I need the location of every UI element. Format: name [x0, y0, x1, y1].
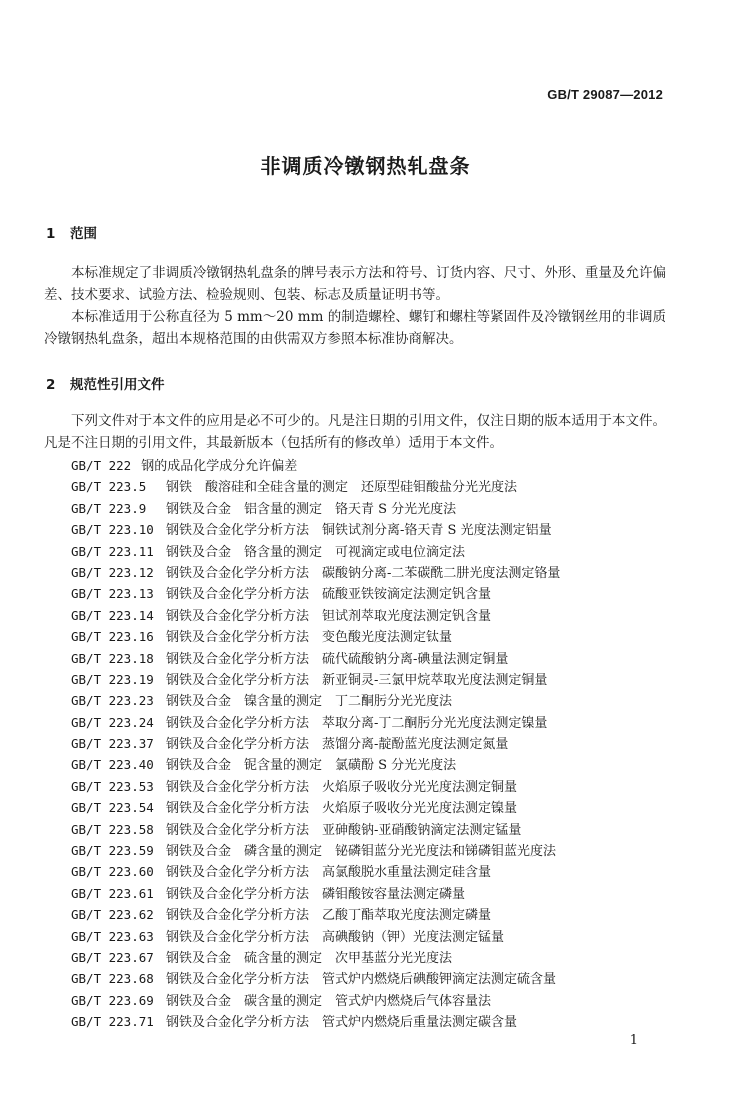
reference-title: 钢铁及合金 镍含量的测定 丁二酮肟分光光度法: [166, 694, 453, 710]
reference-code: GB/T 223.67: [71, 949, 154, 965]
reference-title: 钢铁及合金化学分析方法 亚砷酸钠-亚硝酸钠滴定法测定锰量: [166, 822, 522, 838]
reference-code: GB/T 223.16: [71, 629, 154, 645]
reference-code: GB/T 223.12: [71, 564, 154, 580]
section-2-heading: [46, 373, 165, 393]
reference-title: 钢铁及合金 铬含量的测定 可视滴定或电位滴定法: [166, 544, 466, 560]
paragraph-text: 下列文件对于本文件的应用是必不可少的。凡是注日期的引用文件，仅注日期的版本适用于本文件。凡是不注日期的引用文件，其最新版本（包括所有的修改单）适用于本文件。: [44, 413, 666, 451]
reference-code: GB/T 223.53: [71, 778, 154, 794]
reference-title: 钢铁及合金 铝含量的测定 铬天青 S 分光光度法: [166, 501, 457, 517]
reference-code: GB/T 223.58: [71, 821, 154, 837]
reference-code: GB/T 223.10: [71, 522, 154, 538]
reference-item: [71, 669, 560, 690]
reference-title: 钢铁及合金化学分析方法 高氯酸脱水重量法测定硅含量: [166, 865, 492, 881]
reference-item: [71, 476, 560, 497]
reference-item: [71, 583, 560, 604]
reference-title: 钢铁及合金化学分析方法 管式炉内燃烧后重量法测定碳含量: [166, 1015, 518, 1031]
reference-code: GB/T 223.18: [71, 650, 154, 666]
reference-title: 钢铁及合金化学分析方法 钽试剂萃取光度法测定钒含量: [166, 608, 492, 624]
reference-code: GB/T 223.68: [71, 971, 154, 987]
reference-code: GB/T 223.11: [71, 543, 154, 559]
reference-item: [71, 776, 560, 797]
reference-title: 钢的成品化学成分允许偏差: [141, 459, 298, 474]
section-number: 1: [46, 226, 56, 242]
reference-title: 钢铁及合金化学分析方法 磷钼酸铵容量法测定磷量: [166, 886, 466, 902]
reference-title: 钢铁及合金 硫含量的测定 次甲基蓝分光光度法: [166, 950, 453, 966]
reference-code: GB/T 222: [71, 458, 132, 473]
scope-paragraph-1: [44, 262, 666, 306]
reference-item: [71, 498, 560, 519]
section-title: 规范性引用文件: [70, 377, 165, 393]
normative-references-list: [71, 455, 560, 1033]
page-number: 1: [629, 1033, 638, 1048]
reference-title: 钢铁及合金化学分析方法 变色酸光度法测定钛量: [166, 630, 453, 646]
reference-title: 钢铁及合金化学分析方法 管式炉内燃烧后碘酸钾滴定法测定硫含量: [166, 972, 557, 988]
section-number: 2: [46, 377, 56, 393]
reference-title: 钢铁及合金化学分析方法 火焰原子吸收分光光度法测定镍量: [166, 801, 518, 817]
reference-title: 钢铁及合金化学分析方法 乙酸丁酯萃取光度法测定磷量: [166, 908, 492, 924]
reference-code: GB/T 223.37: [71, 736, 154, 752]
section-1-heading: [46, 222, 97, 242]
reference-item: [71, 733, 560, 754]
reference-title: 钢铁及合金 铌含量的测定 氯磺酚 S 分光光度法: [166, 758, 457, 774]
reference-code: GB/T 223.54: [71, 800, 154, 816]
reference-code: GB/T 223.61: [71, 885, 154, 901]
reference-item: [71, 455, 560, 476]
reference-code: GB/T 223.71: [71, 1014, 154, 1030]
reference-title: 钢铁及合金化学分析方法 高碘酸钠（钾）光度法测定锰量: [166, 929, 505, 945]
reference-title: 钢铁及合金化学分析方法 铜铁试剂分离-铬天青 S 光度法测定铝量: [166, 523, 552, 539]
reference-code: GB/T 223.63: [71, 928, 154, 944]
reference-item: [71, 968, 560, 989]
reference-title: 钢铁 酸溶硅和全硅含量的测定 还原型硅钼酸盐分光光度法: [166, 480, 518, 496]
reference-code: GB/T 223.62: [71, 907, 154, 923]
reference-item: [71, 861, 560, 882]
reference-item: [71, 541, 560, 562]
reference-code: GB/T 223.23: [71, 693, 154, 709]
reference-item: [71, 883, 560, 904]
reference-item: [71, 840, 560, 861]
reference-code: GB/T 223.69: [71, 992, 154, 1008]
reference-code: GB/T 223.40: [71, 757, 154, 773]
section-title: 范围: [70, 226, 97, 242]
reference-item: [71, 605, 560, 626]
reference-item: [71, 519, 560, 540]
reference-title: 钢铁及合金 碳含量的测定 管式炉内燃烧后气体容量法: [166, 993, 492, 1009]
reference-item: [71, 819, 560, 840]
paragraph-text: 本标准规定了非调质冷镦钢热轧盘条的牌号表示方法和符号、订货内容、尺寸、外形、重量及允许偏差、技术要求、试验方法、检验规则、包装、标志及质量证明书等。: [44, 265, 666, 303]
reference-item: [71, 990, 560, 1011]
reference-code: GB/T 223.5: [71, 479, 147, 495]
reference-item: [71, 754, 560, 775]
reference-item: [71, 797, 560, 818]
reference-item: [71, 626, 560, 647]
reference-item: [71, 712, 560, 733]
references-intro-paragraph: [44, 410, 666, 454]
reference-title: 钢铁及合金化学分析方法 萃取分离-丁二酮肟分光光度法测定镍量: [166, 715, 548, 731]
reference-item: [71, 947, 560, 968]
reference-title: 钢铁及合金化学分析方法 蒸馏分离-靛酚蓝光度法测定氮量: [166, 737, 509, 753]
reference-title: 钢铁及合金化学分析方法 硫代硫酸钠分离-碘量法测定铜量: [166, 651, 509, 667]
reference-title: 钢铁及合金化学分析方法 火焰原子吸收分光光度法测定铜量: [166, 779, 518, 795]
reference-code: GB/T 223.60: [71, 864, 154, 880]
reference-code: GB/T 223.19: [71, 671, 154, 687]
reference-title: 钢铁及合金化学分析方法 碳酸钠分离-二苯碳酰二肼光度法测定铬量: [166, 565, 561, 581]
reference-code: GB/T 223.59: [71, 843, 154, 859]
paragraph-text: 本标准适用于公称直径为 5 mm～20 mm 的制造螺栓、螺钉和螺柱等紧固件及冷镦钢丝用的非调质冷镦钢热轧盘条，超出本规格范围的由供需双方参照本标准协商解决。: [44, 309, 666, 347]
reference-title: 钢铁及合金化学分析方法 硫酸亚铁铵滴定法测定钒含量: [166, 587, 492, 603]
reference-code: GB/T 223.13: [71, 586, 154, 602]
reference-code: GB/T 223.9: [71, 500, 147, 516]
reference-item: [71, 690, 560, 711]
reference-item: [71, 648, 560, 669]
reference-title: 钢铁及合金化学分析方法 新亚铜灵-三氯甲烷萃取光度法测定铜量: [166, 672, 548, 688]
reference-code: GB/T 223.24: [71, 714, 154, 730]
scope-paragraph-2: [44, 306, 666, 350]
standard-code: GB/T 29087—2012: [547, 87, 663, 102]
reference-item: [71, 562, 560, 583]
reference-item: [71, 904, 560, 925]
reference-code: GB/T 223.14: [71, 607, 154, 623]
reference-title: 钢铁及合金 磷含量的测定 铋磷钼蓝分光光度法和锑磷钼蓝光度法: [166, 844, 557, 860]
reference-item: [71, 926, 560, 947]
document-title: 非调质冷镦钢热轧盘条: [260, 154, 471, 178]
reference-item: [71, 1011, 560, 1032]
